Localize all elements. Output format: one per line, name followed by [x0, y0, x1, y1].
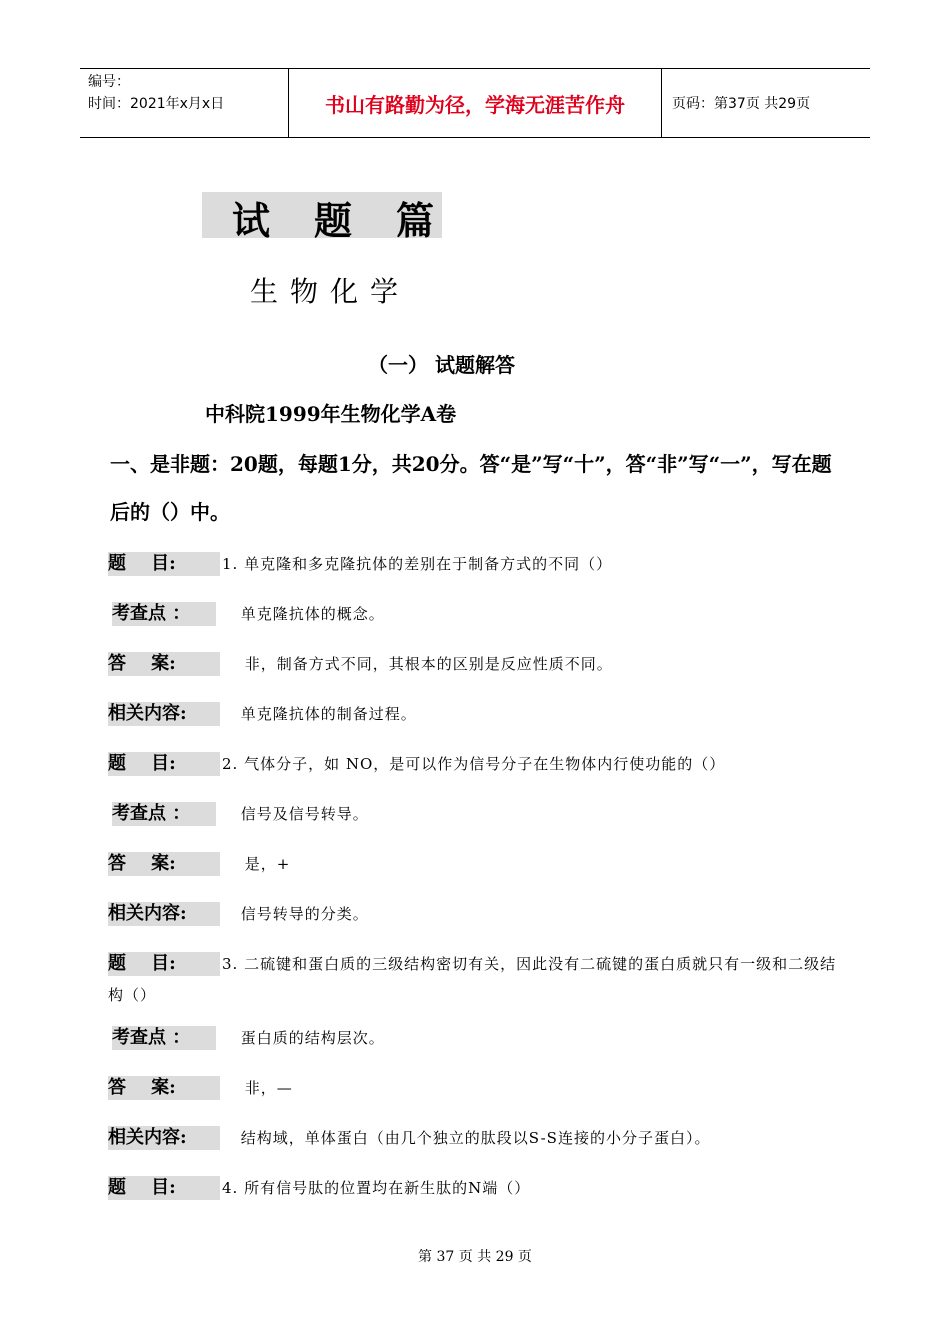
- question-label: 题 目:: [108, 552, 220, 576]
- question-text: 3. 二硫键和蛋白质的三级结构密切有关，因此没有二硫键的蛋白质就只有一级和二级结构（）: [108, 955, 837, 1004]
- page-title: 试题篇: [232, 198, 479, 243]
- question-row: [108, 1172, 848, 1203]
- related-label: 相关内容:: [108, 1126, 220, 1150]
- answer-label: 答 案:: [108, 652, 220, 676]
- keypoint-row: [108, 798, 848, 829]
- question-label: 题 目:: [108, 952, 220, 976]
- related-row: [108, 698, 848, 729]
- question-row: [108, 948, 848, 1010]
- header-left: [80, 69, 288, 137]
- question-row: [108, 748, 848, 779]
- question-text: 1. 单克隆和多克隆抗体的差别在于制备方式的不同（）: [222, 555, 613, 573]
- related-text: 单克隆抗体的制备过程。: [240, 705, 417, 723]
- answer-text: 非，制备方式不同，其根本的区别是反应性质不同。: [244, 655, 613, 673]
- answer-text: 是，+: [244, 855, 291, 873]
- related-label: 相关内容:: [108, 702, 220, 726]
- exam-title: 中科院1999年生物化学A卷: [205, 402, 457, 426]
- section-title: （一） 试题解答: [368, 353, 515, 377]
- instruction-text: 一、是非题：20题，每题1分，共20分。答“是”写“十”，答“非”写“一”，写在题后的（）中。: [110, 452, 832, 524]
- question-text: 2. 气体分子，如 NO，是可以作为信号分子在生物体内行使功能的（）: [222, 755, 726, 773]
- question-label: 题 目:: [108, 752, 220, 776]
- page-info: 页码：第37页 共29页: [672, 96, 811, 112]
- keypoint-label: 考查点 ：: [112, 602, 216, 626]
- question-label: 题 目:: [108, 1176, 220, 1200]
- number-label: 编号：: [88, 74, 130, 90]
- answer-row: [108, 1072, 848, 1103]
- keypoint-label: 考查点 ：: [112, 802, 216, 826]
- answer-label: 答 案:: [108, 852, 220, 876]
- related-text: 信号转导的分类。: [240, 905, 369, 923]
- page-footer: 第 37 页 共 29 页: [418, 1249, 532, 1265]
- time-label: 时间：2021年x月x日: [88, 96, 225, 112]
- keypoint-label: 考查点 ：: [112, 1026, 216, 1050]
- motto: 书山有路勤为径，学海无涯苦作舟: [288, 69, 662, 137]
- related-row: [108, 1122, 848, 1153]
- answer-row: [108, 848, 848, 879]
- keypoint-text: 信号及信号转导。: [240, 805, 369, 823]
- related-text: 结构域，单体蛋白（由几个独立的肽段以S-S连接的小分子蛋白）。: [240, 1129, 711, 1147]
- related-label: 相关内容:: [108, 902, 220, 926]
- keypoint-text: 单克隆抗体的概念。: [240, 605, 385, 623]
- question-row: [108, 548, 848, 579]
- keypoint-text: 蛋白质的结构层次。: [240, 1029, 385, 1047]
- question-text: 4. 所有信号肽的位置均在新生肽的N端（）: [222, 1179, 531, 1197]
- answer-label: 答 案:: [108, 1076, 220, 1100]
- answer-text: 非，—: [244, 1079, 293, 1097]
- subject-title: 生物化学: [250, 275, 411, 308]
- related-row: [108, 898, 848, 929]
- answer-row: [108, 648, 848, 679]
- page-header: [80, 68, 870, 138]
- keypoint-row: [108, 598, 848, 629]
- keypoint-row: [108, 1022, 848, 1053]
